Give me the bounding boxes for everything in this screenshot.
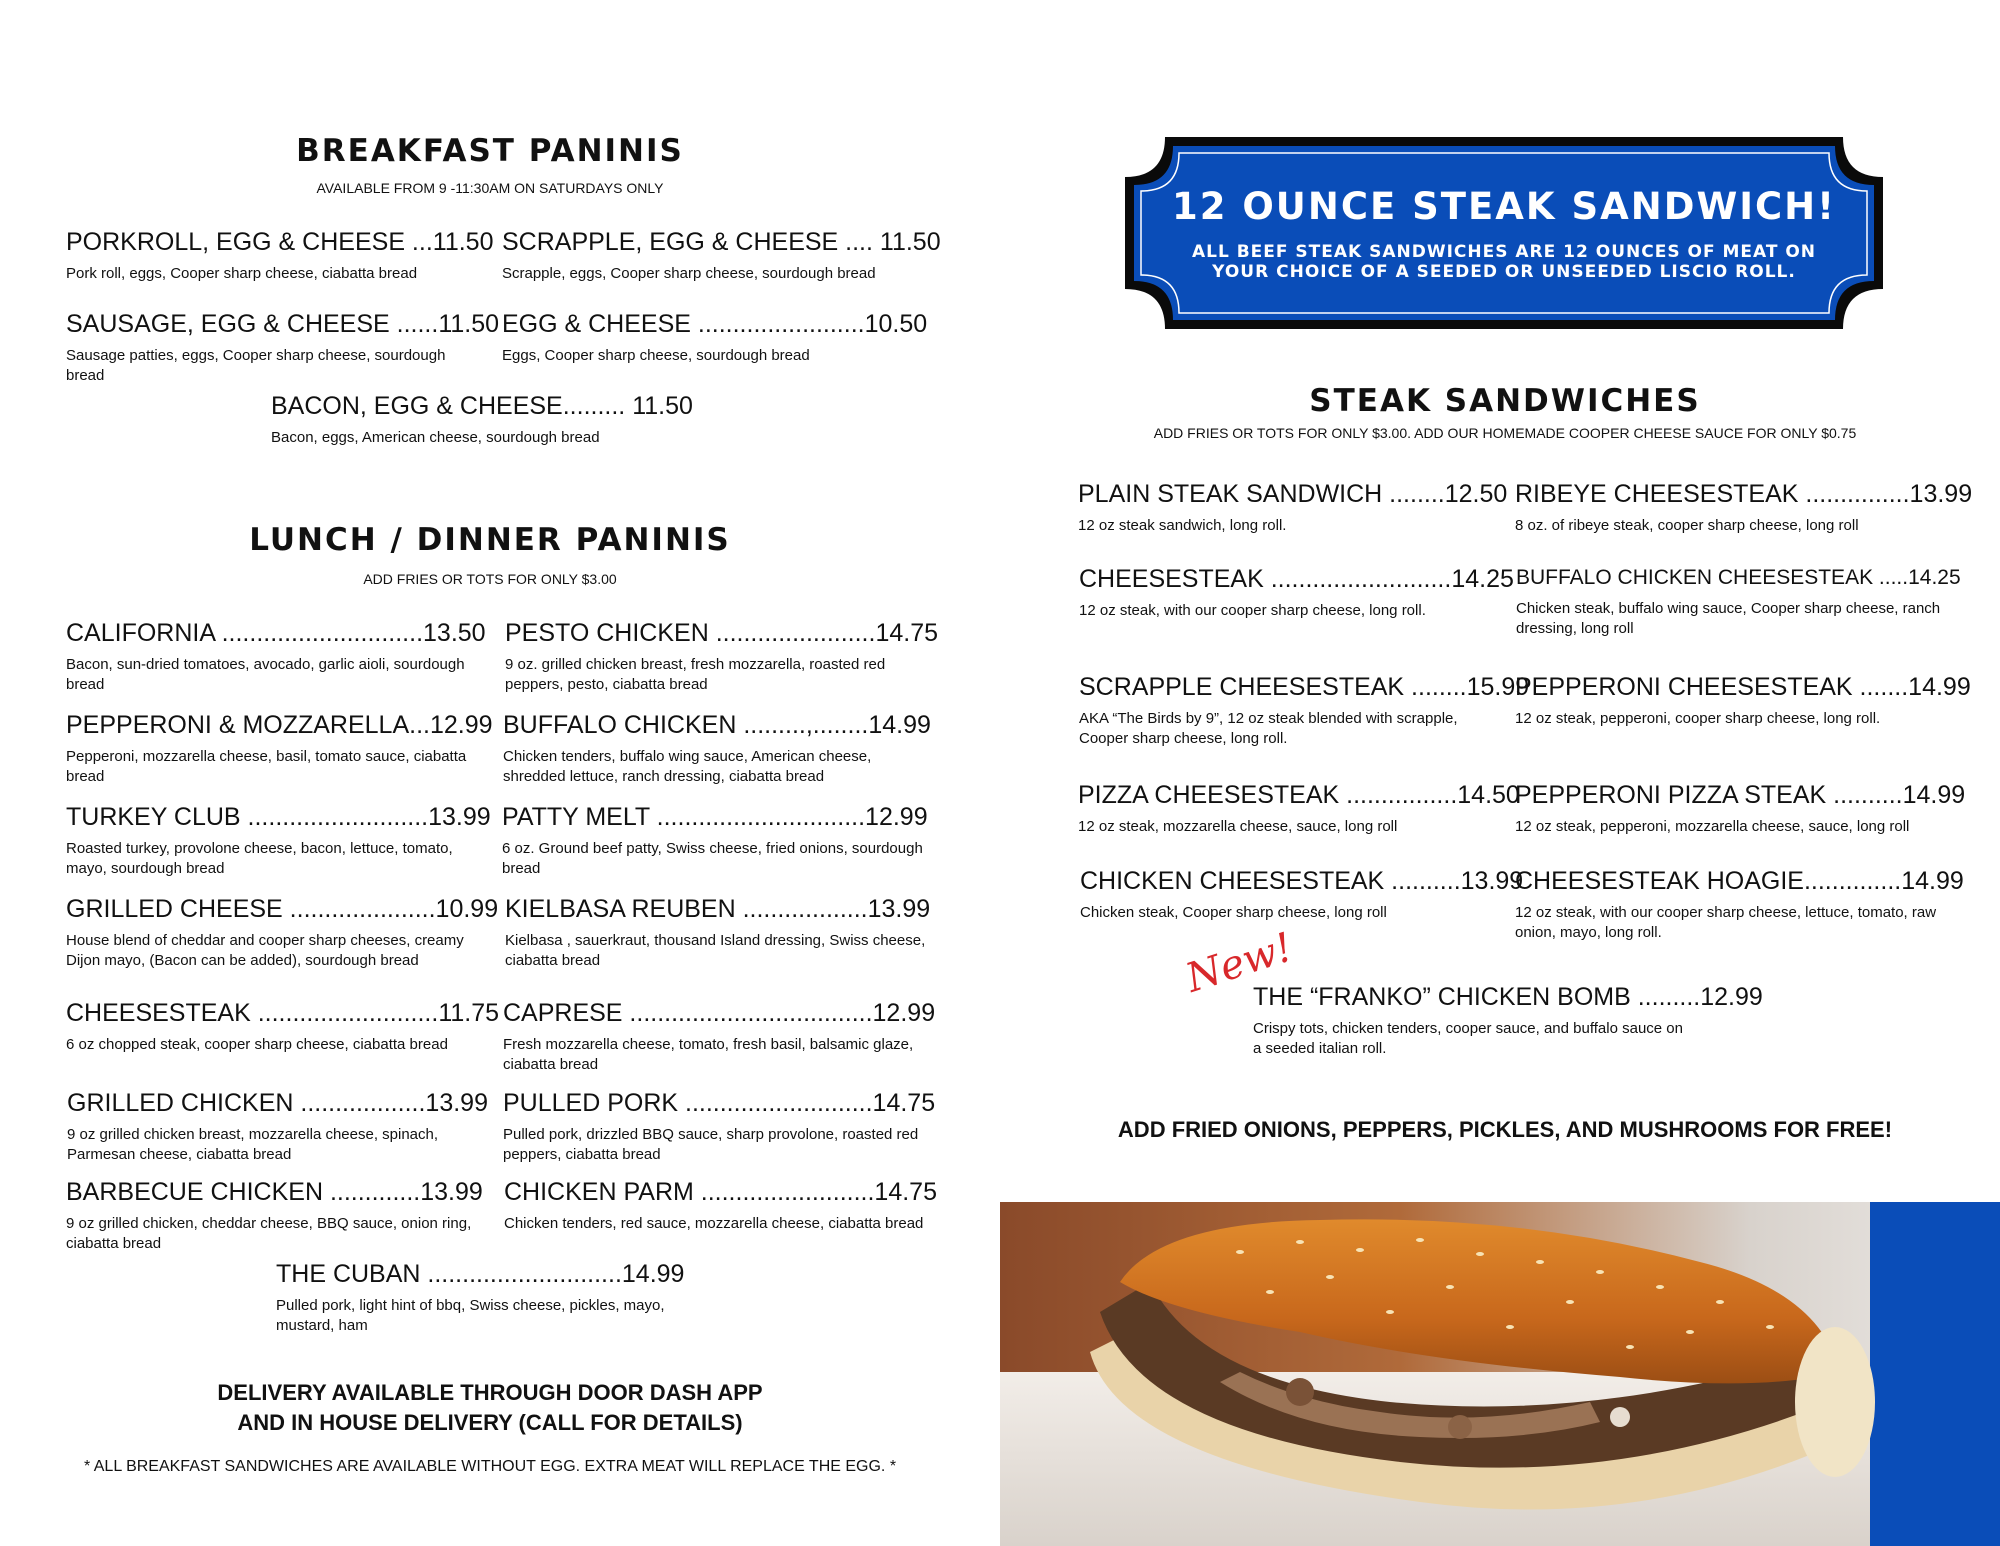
menu-item <box>503 711 933 787</box>
menu-item <box>66 619 486 695</box>
item-name: PEPPERONI CHEESESTEAK .......14.99 <box>1515 673 1971 701</box>
menu-item <box>66 999 500 1055</box>
item-description: Pulled pork, light hint of bbq, Swiss cheese, pickles, mayo, mustard, ham <box>276 1297 665 1334</box>
item-description: Scrapple, eggs, Cooper sharp cheese, sourdough bread <box>502 265 876 282</box>
menu-item <box>1079 565 1514 621</box>
item-description: 9 oz grilled chicken, cheddar cheese, BBQ sauce, onion ring, ciabatta bread <box>66 1215 472 1252</box>
cheesesteak-photo <box>1000 1202 2000 1546</box>
item-name: SAUSAGE, EGG & CHEESE ......11.50 <box>66 310 500 338</box>
item-name: PIZZA CHEESESTEAK ................14.50 <box>1078 781 1520 809</box>
item-name: PEPPERONI PIZZA STEAK ..........14.99 <box>1515 781 1966 809</box>
item-description: 6 oz chopped steak, cooper sharp cheese, ciabatta bread <box>66 1036 448 1053</box>
banner-line-1: ALL BEEF STEAK SANDWICHES ARE 12 OUNCES OF MEAT ON <box>1191 242 1817 262</box>
menu-item <box>502 310 932 366</box>
item-name: GRILLED CHEESE .....................10.99 <box>66 895 499 923</box>
menu-item <box>66 711 493 787</box>
new-badge: New! <box>1180 924 1299 1002</box>
item-name: TURKEY CLUB ..........................13.99 <box>66 803 491 831</box>
free-toppings-note: ADD FRIED ONIONS, PEPPERS, PICKLES, AND MUSHROOMS FOR FREE! <box>1117 1117 1893 1142</box>
steak-subtitle: ADD FRIES OR TOTS FOR ONLY $3.00. ADD OUR HOMEMADE COOPER CHEESE SAUCE FOR ONLY $0.75 <box>1153 425 1857 441</box>
item-name: CHICKEN PARM .........................14.75 <box>504 1178 937 1206</box>
item-description: Eggs, Cooper sharp cheese, sourdough bread <box>502 347 810 364</box>
item-description: AKA “The Birds by 9”, 12 oz steak blended with scrapple, Cooper sharp cheese, long roll. <box>1079 710 1458 747</box>
item-name: PULLED PORK ...........................14.75 <box>503 1089 936 1117</box>
item-description: Bacon, sun-dried tomatoes, avocado, garlic aioli, sourdough bread <box>66 656 465 693</box>
item-name: PORKROLL, EGG & CHEESE ...11.50 <box>66 228 494 256</box>
menu-item <box>66 1178 486 1254</box>
item-description: 12 oz steak, pepperoni, mozzarella cheese, sauce, long roll <box>1515 818 1910 835</box>
item-name: BUFFALO CHICKEN .........,........14.99 <box>503 711 931 739</box>
item-name: PEPPERONI & MOZZARELLA...12.99 <box>66 711 493 739</box>
menu-item <box>503 1089 936 1165</box>
item-name: CHEESESTEAK ..........................14.25 <box>1079 565 1514 593</box>
menu-item <box>66 228 494 284</box>
menu-item <box>1516 566 1961 639</box>
item-name: KIELBASA REUBEN ..................13.99 <box>505 895 931 923</box>
item-description: Pulled pork, drizzled BBQ sauce, sharp provolone, roasted red peppers, ciabatta bread <box>503 1126 919 1163</box>
item-description: 12 oz steak, with our cooper sharp cheese, long roll. <box>1079 602 1426 619</box>
menu-item <box>504 1178 937 1234</box>
lunch-subtitle: ADD FRIES OR TOTS FOR ONLY $3.00 <box>363 571 617 587</box>
menu-item <box>1515 480 1973 536</box>
item-name: RIBEYE CHEESESTEAK ...............13.99 <box>1515 480 1973 508</box>
delivery-line-1: DELIVERY AVAILABLE THROUGH DOOR DASH APP <box>217 1380 763 1405</box>
item-description: 8 oz. of ribeye steak, cooper sharp cheese, long roll <box>1515 517 1859 534</box>
item-name: BARBECUE CHICKEN .............13.99 <box>66 1178 483 1206</box>
menu-item <box>1253 983 1763 1059</box>
lunch-title: LUNCH / DINNER PANINIS <box>249 522 731 558</box>
item-name: PLAIN STEAK SANDWICH ........12.50 <box>1078 480 1508 508</box>
menu-item <box>276 1260 706 1336</box>
menu-item <box>1080 867 1524 923</box>
menu-item <box>505 895 935 971</box>
menu-item <box>1078 480 1508 536</box>
menu-item <box>1079 673 1530 749</box>
banner-shape <box>1125 137 1883 329</box>
item-description: 12 oz steak, pepperoni, cooper sharp cheese, long roll. <box>1515 710 1881 727</box>
item-name: THE “FRANKO” CHICKEN BOMB .........12.99 <box>1253 983 1763 1011</box>
item-description: Sausage patties, eggs, Cooper sharp cheese, sourdough bread <box>66 347 446 384</box>
item-name: SCRAPPLE CHEESESTEAK ........15.99 <box>1079 673 1530 701</box>
item-name: BACON, EGG & CHEESE......... 11.50 <box>271 392 693 420</box>
item-description: House blend of cheddar and cooper sharp cheeses, creamy Dijon mayo, (Bacon can be added), sourdough bread <box>66 932 464 969</box>
menu-item <box>502 228 941 284</box>
item-name: CALIFORNIA .............................13.50 <box>66 619 486 647</box>
delivery-line-2: AND IN HOUSE DELIVERY (CALL FOR DETAILS) <box>237 1410 743 1435</box>
item-name: EGG & CHEESE ........................10.50 <box>502 310 928 338</box>
item-description: Pork roll, eggs, Cooper sharp cheese, ciabatta bread <box>66 265 418 282</box>
menu-item <box>67 1089 487 1165</box>
item-description: 9 oz grilled chicken breast, mozzarella cheese, spinach, Parmesan cheese, ciabatta bread <box>67 1126 439 1163</box>
steak-title: STEAK SANDWICHES <box>1309 383 1701 419</box>
banner-subtitle <box>1180 242 1828 282</box>
item-description: Crispy tots, chicken tenders, cooper sauce, and buffalo sauce on a seeded italian roll. <box>1253 1020 1683 1057</box>
item-name: BUFFALO CHICKEN CHEESESTEAK .....14.25 <box>1516 566 1961 589</box>
menu-item <box>505 619 939 695</box>
item-name: GRILLED CHICKEN ..................13.99 <box>67 1089 488 1117</box>
menu-item <box>502 803 932 879</box>
item-description: Chicken tenders, buffalo wing sauce, American cheese, shredded lettuce, ranch dressing, ciabatta bread <box>503 748 872 785</box>
item-name: CHEESESTEAK HOAGIE..............14.99 <box>1515 867 1964 895</box>
item-description: Bacon, eggs, American cheese, sourdough bread <box>271 429 600 446</box>
item-description: 12 oz steak, with our cooper sharp cheese, lettuce, tomato, raw onion, mayo, long roll. <box>1515 904 1937 941</box>
menu-item <box>66 310 500 386</box>
item-name: PESTO CHICKEN .......................14.75 <box>505 619 939 647</box>
breakfast-subtitle: AVAILABLE FROM 9 -11:30AM ON SATURDAYS ONLY <box>316 180 664 196</box>
breakfast-title: BREAKFAST PANINIS <box>296 133 684 169</box>
item-description: Pepperoni, mozzarella cheese, basil, tomato sauce, ciabatta bread <box>66 748 467 785</box>
breakfast-footnote: * ALL BREAKFAST SANDWICHES ARE AVAILABLE WITHOUT EGG. EXTRA MEAT WILL REPLACE THE EGG. * <box>83 1458 897 1475</box>
item-description: Fresh mozzarella cheese, tomato, fresh basil, balsamic glaze, ciabatta bread <box>503 1036 914 1073</box>
item-description: 9 oz. grilled chicken breast, fresh mozzarella, roasted red peppers, pesto, ciabatta bread <box>505 656 886 693</box>
item-name: PATTY MELT ..............................12.99 <box>502 803 928 831</box>
item-name: CHEESESTEAK ..........................11.75 <box>66 999 500 1027</box>
item-description: Chicken tenders, red sauce, mozzarella cheese, ciabatta bread <box>504 1215 924 1232</box>
menu-item <box>1515 867 1964 943</box>
item-description: 6 oz. Ground beef patty, Swiss cheese, fried onions, sourdough bread <box>502 840 923 877</box>
menu-item <box>1078 781 1520 837</box>
banner-title: 12 OUNCE STEAK SANDWICH! <box>1171 185 1837 228</box>
menu-item <box>1515 781 1966 837</box>
item-description: Chicken steak, buffalo wing sauce, Cooper sharp cheese, ranch dressing, long roll <box>1516 600 1941 637</box>
item-name: SCRAPPLE, EGG & CHEESE .... 11.50 <box>502 228 941 256</box>
item-description: 12 oz steak sandwich, long roll. <box>1078 517 1287 534</box>
menu-item <box>1515 673 1971 729</box>
banner-line-2: YOUR CHOICE OF A SEEDED OR UNSEEDED LISCIO ROLL. <box>1212 262 1796 282</box>
menu-item <box>503 999 936 1075</box>
item-description: 12 oz steak, mozzarella cheese, sauce, long roll <box>1078 818 1398 835</box>
item-description: Kielbasa , sauerkraut, thousand Island dressing, Swiss cheese, ciabatta bread <box>505 932 926 969</box>
menu-item <box>66 895 499 971</box>
item-name: THE CUBAN ............................14.99 <box>276 1260 685 1288</box>
item-name: CHICKEN CHEESESTEAK ..........13.99 <box>1080 867 1524 895</box>
menu-item <box>271 392 711 448</box>
menu-item <box>66 803 491 879</box>
item-name: CAPRESE ...................................12.99 <box>503 999 936 1027</box>
item-description: Roasted turkey, provolone cheese, bacon, lettuce, tomato, mayo, sourdough bread <box>66 840 453 877</box>
item-description: Chicken steak, Cooper sharp cheese, long roll <box>1080 904 1387 921</box>
